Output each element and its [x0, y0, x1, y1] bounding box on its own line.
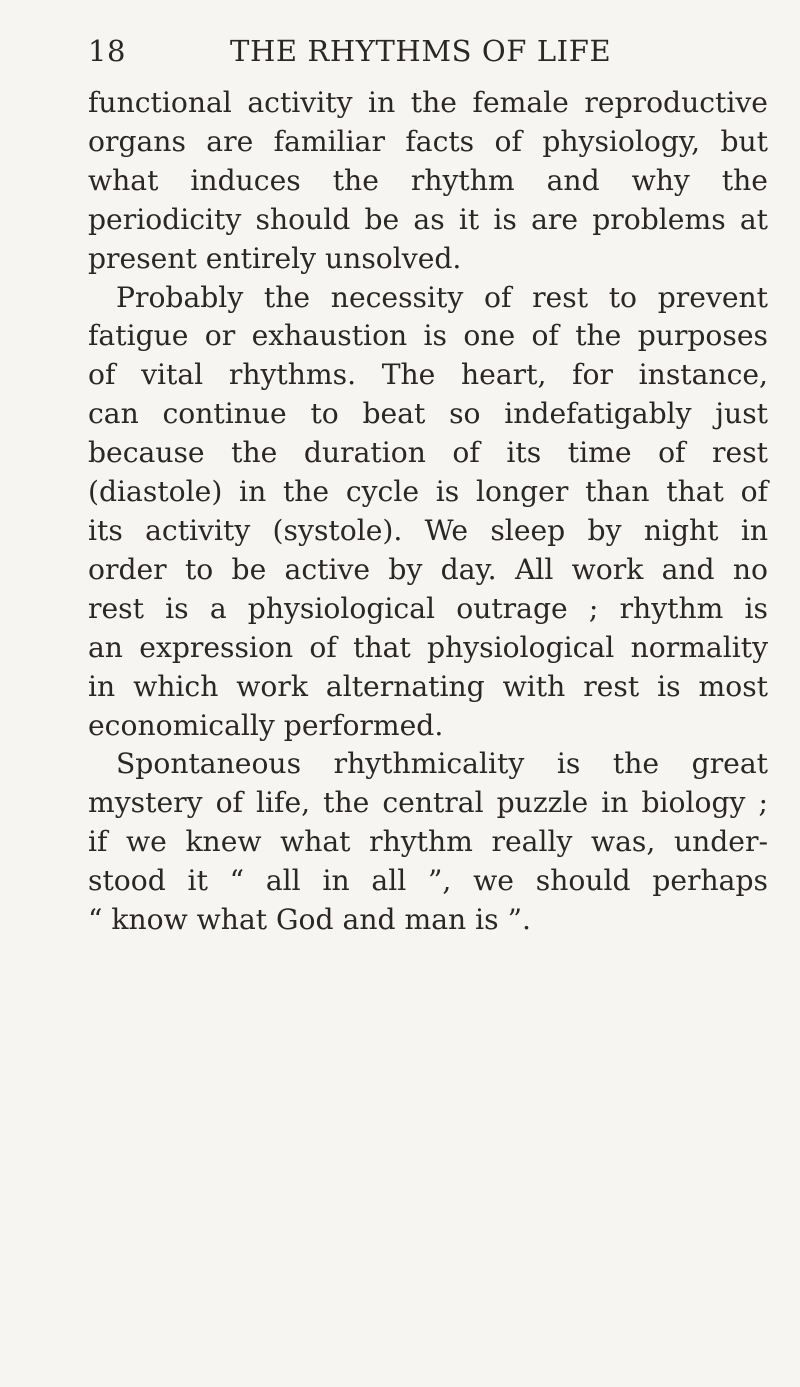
text-line: Spontaneous rhythmicality is the great — [116, 747, 768, 781]
text-line: rest is a physiological outrage ; rhythm is — [88, 591, 768, 625]
running-head — [88, 34, 768, 74]
page-number: 18 — [88, 34, 126, 68]
text-line: mystery of life, the central puzzle in biology ; — [88, 786, 768, 820]
text-line: its activity (systole). We sleep by night in — [88, 513, 768, 547]
running-title: THE RHYTHMS OF LIFE — [230, 34, 612, 68]
text-line: (diastole) in the cycle is longer than that of — [88, 475, 768, 509]
text-line: present entirely unsolved. — [88, 241, 462, 275]
text-line: economically performed. — [88, 708, 444, 742]
text-line: in which work alternating with rest is most — [88, 669, 768, 703]
text-line: of vital rhythms. The heart, for instance, — [88, 358, 768, 392]
text-line: “ know what God and man is ”. — [88, 903, 531, 937]
text-line: if we knew what rhythm really was, under- — [88, 825, 768, 859]
book-page — [88, 34, 768, 940]
text-line: what induces the rhythm and why the — [88, 163, 768, 197]
text-line: because the duration of its time of rest — [88, 436, 768, 470]
text-line: can continue to beat so indefatigably just — [88, 397, 768, 431]
body-text — [88, 84, 768, 940]
text-line: Probably the necessity of rest to prevent — [116, 280, 768, 314]
text-line: organs are familiar facts of physiology, but — [88, 124, 768, 158]
text-line: order to be active by day. All work and no — [88, 552, 768, 586]
text-line: an expression of that physiological normality — [88, 630, 768, 664]
text-line: stood it “ all in all ”, we should perhaps — [88, 864, 768, 898]
text-line: periodicity should be as it is are problems at — [88, 202, 768, 236]
text-line: fatigue or exhaustion is one of the purposes — [88, 319, 768, 353]
text-line: functional activity in the female reproductive — [88, 86, 768, 119]
